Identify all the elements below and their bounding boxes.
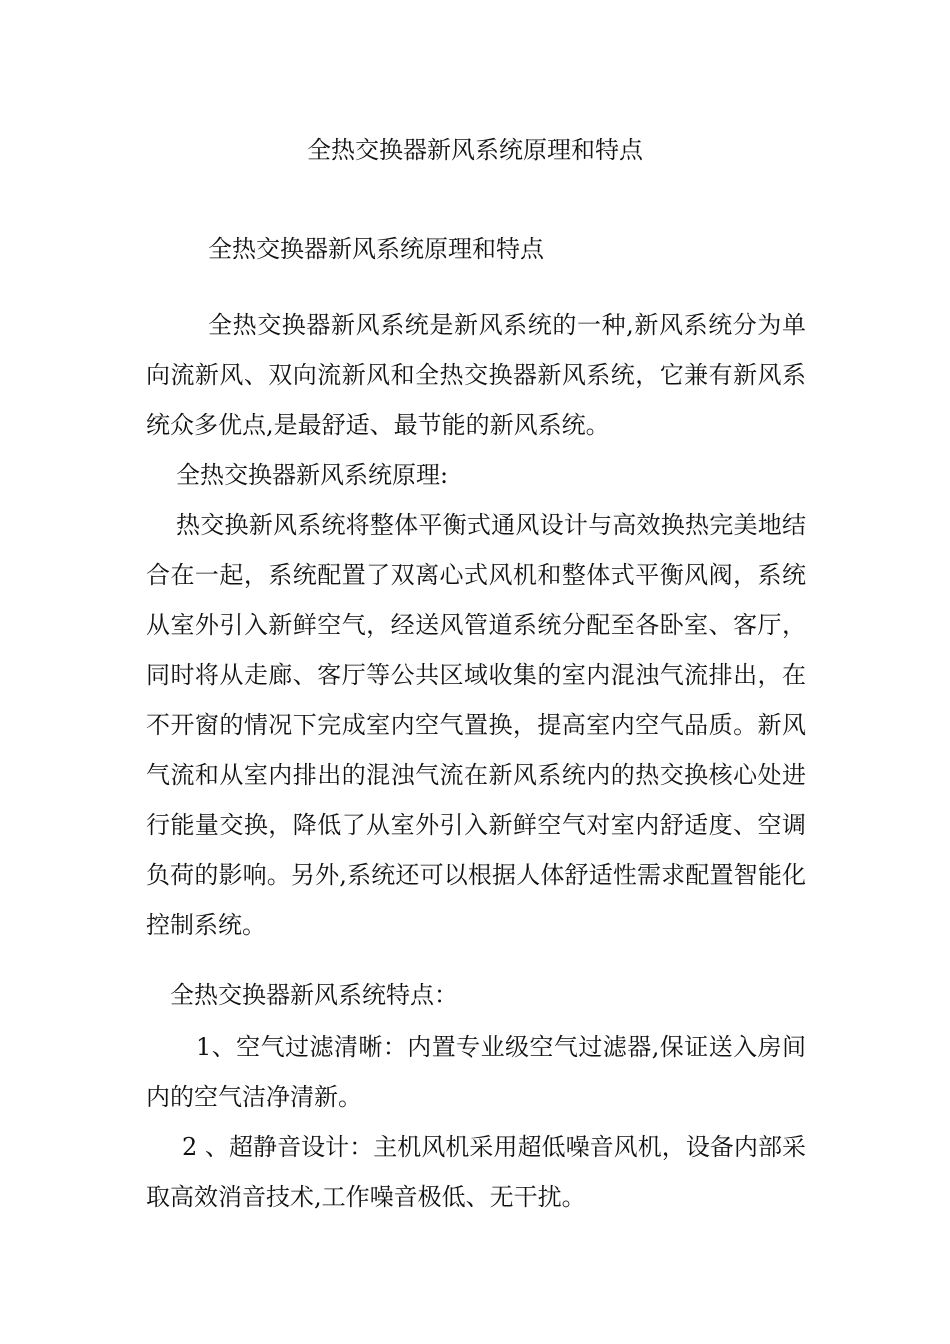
document-subtitle: 全热交换器新风系统原理和特点	[208, 235, 544, 263]
principle-paragraph: 热交换新风系统将整体平衡式通风设计与高效换热完美地结合在一起，系统配置了双离心式风机和整体式平衡风阀，系统从室外引入新鲜空气，经送风管道系统分配至各卧室、客厅，同时将从走廊、客厅等公共区域收集的室内混浊气流排出，在不开窗的情况下完成室内空气置换，提高室内空气品质。新风气流和从室内排出的混浊气流在新风系统内的热交换核心处进行能量交换，降低了从室外引入新鲜空气对室内舒适度、空调负荷的影响。另外,系统还可以根据人体舒适性需求配置智能化控制系统。	[146, 511, 806, 939]
features-heading: 全热交换器新风系统特点：	[170, 981, 458, 1009]
feature-item-1: 1、空气过滤清晰：内置专业级空气过滤器,保证送入房间内的空气洁净清新。	[146, 1033, 806, 1111]
document-title: 全热交换器新风系统原理和特点	[307, 136, 643, 164]
intro-paragraph: 全热交换器新风系统是新风系统的一种,新风系统分为单向流新风、双向流新风和全热交换器新风系统，它兼有新风系统众多优点,是最舒适、最节能的新风系统。	[146, 311, 806, 439]
feature-item-2: 2 、超静音设计：主机风机采用超低噪音风机，设备内部采取高效消音技术,工作噪音极低、无干扰。	[146, 1133, 806, 1211]
principle-heading: 全热交换器新风系统原理:	[176, 461, 449, 489]
